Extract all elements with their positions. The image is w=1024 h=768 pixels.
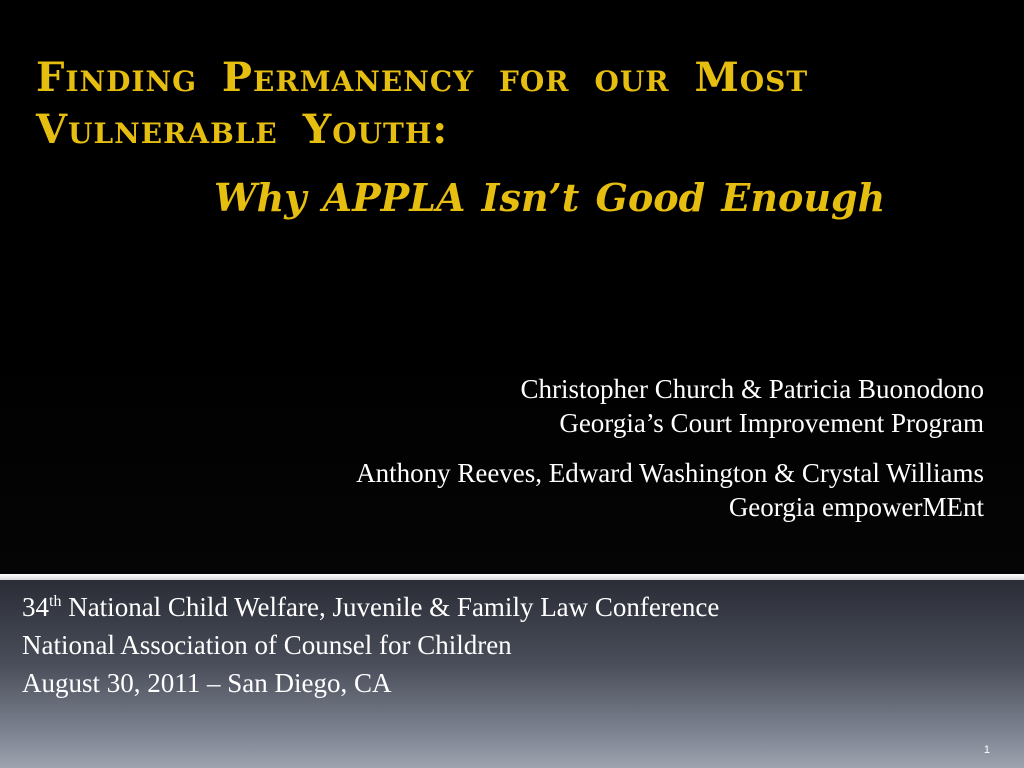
conference-ordinal: 34 [22,592,49,622]
title-line-1: Finding Permanency for our Most [36,54,809,101]
presenter-group [84,456,984,524]
conference-ordinal-suffix: th [49,593,62,610]
presenters [84,372,984,540]
title-line-2: Vulnerable Youth: [36,106,449,153]
conference-title [22,588,1012,626]
conference-info [22,588,1012,702]
conference-organizer: National Association of Counsel for Children [22,630,512,660]
presenter-organization: Georgia’s Court Improvement Program [559,408,984,438]
slide-subtitle: Why APPLA Isn’t Good Enough [214,175,886,220]
presenter-organization: Georgia empowerMEnt [728,492,984,522]
slide-number: 1 [983,744,990,756]
conference-name: National Child Welfare, Juvenile & Family Law Conference [61,592,720,622]
presenter-names: Anthony Reeves, Edward Washington & Crystal Williams [356,458,984,488]
presenter-group [84,372,984,440]
conference-date-location: August 30, 2011 – San Diego, CA [22,668,392,698]
presenter-names: Christopher Church & Patricia Buonodono [520,374,984,404]
slide-title [36,52,976,156]
